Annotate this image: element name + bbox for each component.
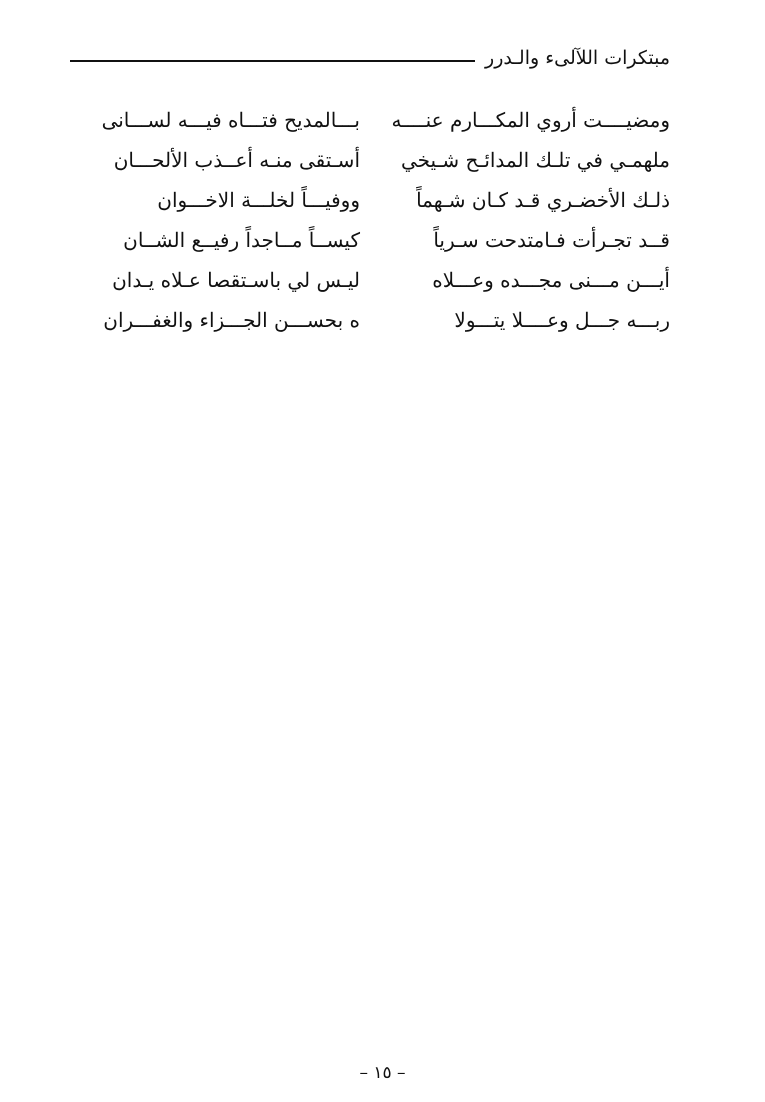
verse-second-hemistich: أسـتقى منـه أعــذب الألحـــان — [113, 148, 360, 172]
verse-first-hemistich: ربـــه جـــل وعــــلا يتـــولا — [454, 308, 670, 332]
verse-second-hemistich: كيســاً مــاجداً رفيــع الشــان — [123, 228, 360, 252]
verse-row — [100, 220, 670, 260]
verse-row — [100, 180, 670, 220]
verse-second-hemistich: ه بحســـن الجـــزاء والغفـــران — [103, 308, 360, 332]
verse-second-hemistich: بـــالمديح فتـــاه فيـــه لســـانى — [101, 108, 360, 132]
verse-row — [100, 140, 670, 180]
verse-second-hemistich: ليـس لي باسـتقصا عـلاه يـدان — [112, 268, 360, 292]
page-number: – ١٥ – — [359, 1063, 406, 1083]
verse-row — [100, 260, 670, 300]
verse-first-hemistich: أيـــن مـــنى مجـــده وعـــلاه — [432, 268, 670, 292]
verse-second-hemistich: ووفيـــاً لخلـــة الاخـــوان — [157, 188, 360, 212]
verse-row — [100, 100, 670, 140]
header-rule — [70, 60, 475, 62]
header-title: مبتكرات اللآلىء والـدرر — [485, 47, 670, 69]
verse-first-hemistich: ومضيــــت أروي المكـــارم عنــــه — [391, 108, 670, 132]
verse-first-hemistich: ملهمـي في تلـك المدائـح شـيخي — [400, 148, 670, 172]
verse-first-hemistich: ذلـك الأخضـري قـد كـان شـهماً — [416, 188, 670, 212]
verse-row — [100, 300, 670, 340]
poem — [100, 100, 670, 340]
verse-first-hemistich: قــد تجـرأت فـامتدحت سـرياً — [433, 228, 670, 252]
running-header — [70, 40, 670, 76]
